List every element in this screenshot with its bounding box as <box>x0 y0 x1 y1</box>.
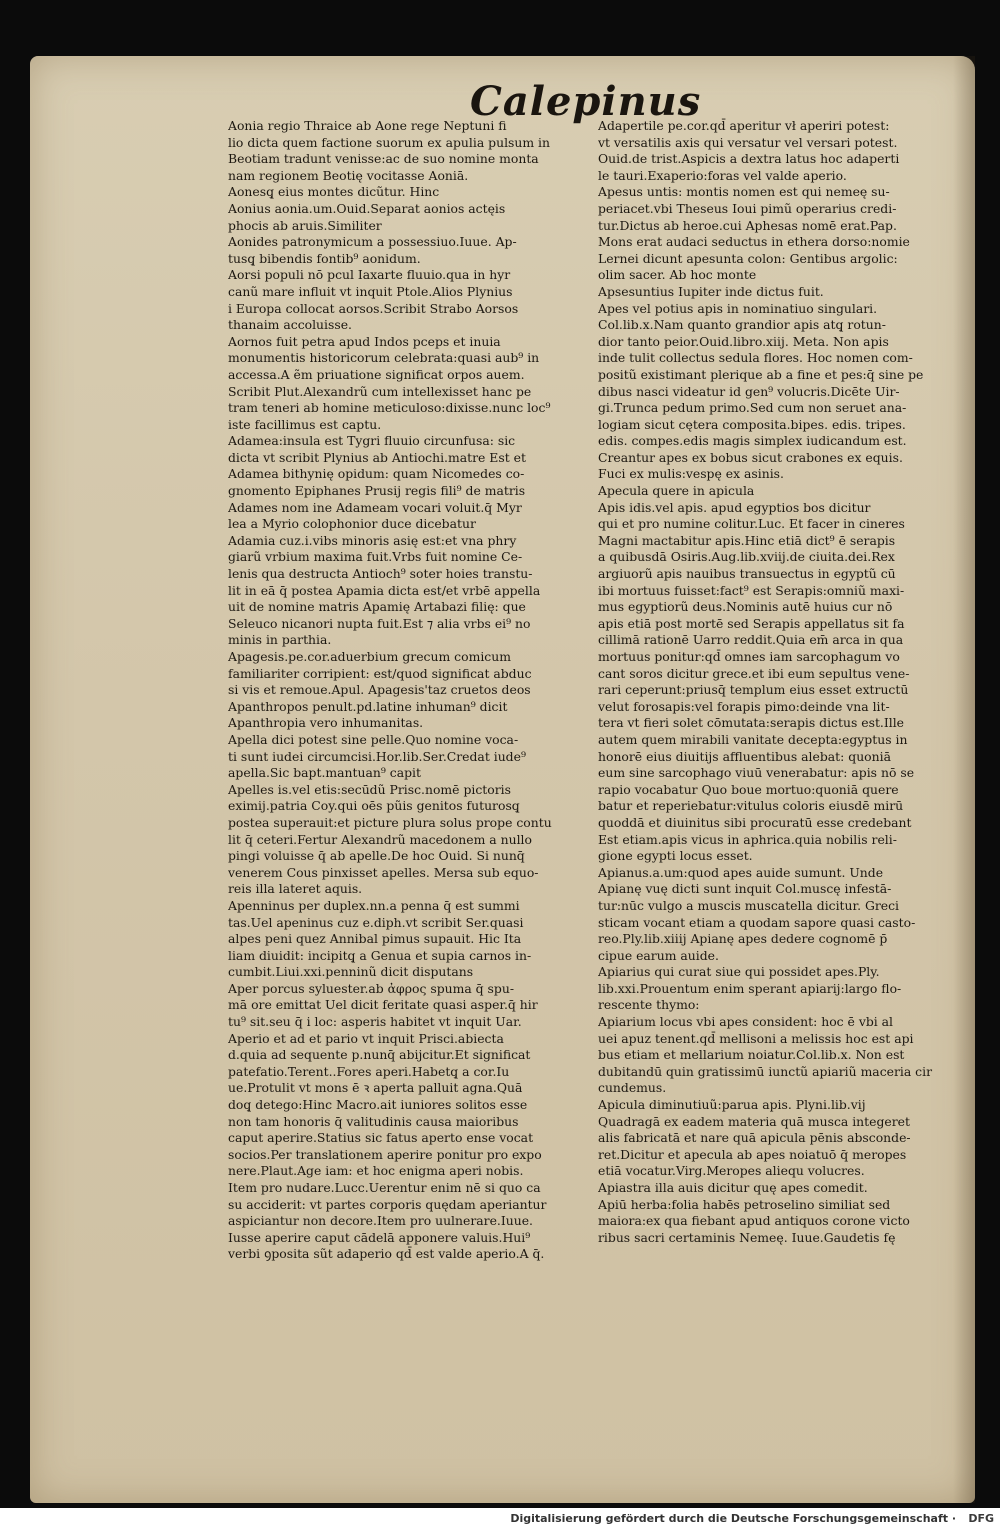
text-line: Apiarium locus vbi apes consident: hoc ē vbi al <box>598 1014 894 1030</box>
text-line: Aper porcus syluester.ab ἀφρος spuma q̄ spu- <box>228 980 515 996</box>
text-line: honorē eius diuitijs affluentibus alebat: quoniā <box>598 748 891 764</box>
text-line: tur:nūc vulgo a muscis muscatella dicitur. Greci <box>598 897 900 913</box>
text-line: sticam vocant etiam a quodam sapore quasi casto- <box>598 914 916 930</box>
text-line: uit de nomine matris Apamię Artabazi filię: que <box>228 599 526 615</box>
text-line: eximij.patria Coy.qui oēs pũis genitos futurosq̧ <box>228 798 520 814</box>
text-line: lea a Myrio colophonior duce dicebatur <box>228 516 476 532</box>
text-line: dicta vt scribit Plynius ab Antiochi.matre Est et <box>228 449 526 465</box>
text-line: Apiū herba:folia habēs petroselino similiat sed <box>598 1196 891 1212</box>
text-line: tas.Uel apeninus cuz e.diph.vt scribit Ser.quasi <box>228 914 524 930</box>
text-line: mortuus ponitur:qd̄ omnes iam sarcophagum vo <box>598 649 900 664</box>
text-line: reis illa lateret aquis. <box>228 881 363 897</box>
text-line: postea superauit:et picture plura solus prope contu <box>228 814 552 830</box>
text-line: Col.lib.x.Nam quanto grandior apis atq̧ rotun- <box>598 317 886 333</box>
text-line: inde tulit collectus sedula flores. Hoc nomen com- <box>598 350 913 366</box>
text-line: Apanthropia vero inhumanitas. <box>228 715 424 731</box>
text-line: gi.Trunca pedum primo.Sed cum non seruet ana- <box>598 400 907 416</box>
text-line: gnomento Epiphanes Prusij regis fili⁹ de matris <box>228 483 526 499</box>
text-line: Mons erat audaci seductus in ethera dorso:nomie <box>598 234 910 250</box>
text-line: su acciderit: vt partes corporis quędam aperiantur <box>228 1196 547 1212</box>
text-line: Adamea bithynię opidum: quam Nicomedes co- <box>228 466 525 482</box>
text-line: tu⁹ sit.seu q̄ i loc: asperis habitet vt inquit Uar. <box>228 1014 522 1030</box>
text-line: mā ore emittat Uel dicit feritate quasi asper.q̄ hir <box>228 997 538 1013</box>
text-line: alis fabricatā et nare quā apicula pēnis absconde- <box>598 1130 911 1146</box>
text-line: Ouid.de trist.Aspicis a dextra latus hoc adaperti <box>598 151 900 167</box>
text-line: Creantur apes ex bobus sicut crabones ex equis. <box>598 449 903 465</box>
text-line: velut forosapis:vel forapis pimo:deinde vna lit- <box>598 698 890 714</box>
text-line: etiā vocatur.Virg.Meropes aliequ volucres. <box>598 1163 865 1179</box>
text-line: aspiciantur non decore.Item pro uulnerare.Iuue. <box>228 1213 533 1229</box>
text-line: tram teneri ab homine meticuloso:dixisse.nunc loc⁹ <box>228 400 551 416</box>
text-line: a quibusdā Osiris.Aug.lib.xviij.de ciuita.dei.Rex <box>598 549 895 565</box>
text-line: positũ existimant plerique ab a fine et pes:q̄ sine pe <box>598 366 924 382</box>
text-line: cillimā rationē Uarro reddit.Quia em̄ arca in qua <box>598 632 904 648</box>
text-line: Apelles is.vel etis:secūdũ Prisc.nomē pictoris <box>228 781 511 797</box>
text-line: pingi voluisse q̄ ab apelle.De hoc Ouid. Si nunq̄ <box>228 848 525 864</box>
footer-bar <box>0 1508 1000 1531</box>
text-line: olim sacer. Ab hoc monte <box>598 267 757 283</box>
text-line: liam diuidit: incipitq̧ a Genua et supia carnos in- <box>228 947 532 963</box>
text-line: ribus sacri certaminis Nemeę. Iuue.Gaudetis fę <box>598 1229 896 1245</box>
text-line: accessa.A ẽm priuatione significat orpos auem. <box>228 366 525 382</box>
text-line: mus egyptiorũ deus.Nominis autē huius cur nō <box>598 599 893 615</box>
text-line: si vis et remoue.Apul. Apagesis'taz cruetos deos <box>228 682 531 698</box>
text-line: maiora:ex qua fiebant apud antiquos corone victo <box>598 1213 910 1229</box>
text-line: Apiarius qui curat siue qui possidet apes.Ply. <box>598 964 880 980</box>
text-line: cant soros dicitur grece.et ibi eum sepultus vene- <box>598 665 910 681</box>
footer-credit: Digitalisierung gefördert durch die Deutsche Forschungsgemeinschaft · <box>510 1512 956 1525</box>
text-line: Apanthropos penult.pd.latine inhuman⁹ dicit <box>228 698 508 714</box>
text-line: ti sunt iudei circumcisi.Hor.lib.Ser.Credat iude⁹ <box>228 748 526 764</box>
text-line: tusq̧ bibendis fontib⁹ aonidum. <box>228 250 421 266</box>
text-line: non tam honoris q̄ valitudinis causa maioribus <box>228 1113 519 1129</box>
text-line: d.quia ad sequente p.nunq̄ abijcitur.Et significat <box>228 1047 531 1063</box>
text-line: Est etiam.apis vicus in aphrica.quia nobilis reli- <box>598 831 897 847</box>
text-line: logiam sicut cętera composita.bipes. edis. tripes. <box>598 416 906 432</box>
text-line: Apsesuntius Iupiter inde dictus fuit. <box>598 283 824 299</box>
text-line: iste facillimus est captu. <box>228 416 382 432</box>
text-line: Seleuco nicanori nupta fuit.Est ⁊ alia vrbs ei⁹ no <box>228 615 531 631</box>
text-line: Aonides patronymicum a possessiuo.Iuue. Ap- <box>228 234 517 250</box>
text-line: periacet.vbi Theseus Ioui pimũ operarius credi- <box>598 200 897 216</box>
text-line: ret.Dicitur et apecula ab apes noiatuō q̄ meropes <box>598 1146 907 1162</box>
text-line: Beotiam tradunt venisse:ac de suo nomine monta <box>228 151 539 167</box>
text-line: Adamia cuz.i.vibs minoris asię est:et vna phry <box>228 532 517 548</box>
text-line: ibi mortuus fuisset:fact⁹ est Serapis:omniũ maxi- <box>598 582 905 598</box>
text-line: alpes peni quez Annibal pimus supauit. Hic Ita <box>228 931 522 947</box>
text-line: phocis ab aruis.Similiter <box>228 217 382 233</box>
text-line: Aornos fuit petra apud Indos pceps et inuia <box>228 333 501 349</box>
text-line: batur et reperiebatur:vitulus coloris eiusdē mirū <box>598 798 904 814</box>
text-line: familiariter corripient: est/quod significat abduc <box>228 665 532 681</box>
text-line: lit in eā q̄ postea Apamia dicta est/et vrbē appella <box>228 582 541 598</box>
text-line: Apianę vuę dicti sunt inquit Col.muscę infestā- <box>598 881 892 897</box>
text-line: argiuorũ apis nauibus transuectus in egyptũ cū <box>598 566 896 582</box>
text-line: minis in parthia. <box>228 632 332 648</box>
text-line: dibus nasci videatur id gen⁹ volucris.Dicēte Uir- <box>598 383 900 399</box>
text-line: Apenninus per duplex.nn.a penna q̄ est summi <box>228 897 520 913</box>
text-line: dior tanto peior.Ouid.libro.xiij. Meta. Non apis <box>598 333 889 349</box>
text-line: canũ mare influit vt inquit Ptole.Alios Plynius <box>228 283 513 299</box>
text-line: lib.xxi.Prouentum enim sperant apiarij:largo flo- <box>598 980 902 996</box>
text-line: autem quem mirabili vanitate decepta:egyptus in <box>598 731 908 747</box>
text-line: Apiastra illa auis dicitur quę apes comedit. <box>598 1180 868 1195</box>
left-text-column <box>228 118 588 1263</box>
text-line: Item pro nudare.Lucc.Uerentur enim nē si quo ca <box>228 1180 541 1195</box>
text-line: lio dicta quem factione suorum ex apulia pulsum in <box>228 134 551 150</box>
text-line: tur.Dictus ab heroe.cui Aphesas nomē erat.Pap. <box>598 217 897 233</box>
text-line: monumentis historicorum celebrata:quasi aub⁹ in <box>228 350 540 366</box>
text-line: Quadragā ex eadem materia quā musca integeret <box>598 1113 910 1129</box>
text-line: rescente thymo: <box>598 997 700 1013</box>
text-line: Apesus untis: montis nomen est qui nemeę su- <box>598 184 890 200</box>
text-line: rapio vocabatur Quo boue mortuo:quoniā quere <box>598 781 899 797</box>
text-line: Aorsi populi nō pcul Iaxarte fluuio.qua in hyr <box>228 267 511 283</box>
text-line: Adamea:insula est Tygri fluuio circunfusa: sic <box>228 433 516 449</box>
text-line: socios.Per translationem aperire ponitur pro expo <box>228 1146 542 1162</box>
text-line: Aonesq̧ eius montes dicũtur. Hinc <box>228 184 440 200</box>
text-line: Apes vel potius apis in nominatiuo singulari. <box>598 300 878 316</box>
text-line: dubitandū quin gratissimū iunctũ apiariũ maceria cir <box>598 1063 933 1079</box>
text-line: lit q̄ ceteri.Fertur Alexandrũ macedonem a nullo <box>228 831 532 847</box>
text-line: cumbit.Liui.xxi.penninũ dicit disputans <box>228 964 474 980</box>
text-line: i Europa collocat aorsos.Scribit Strabo Aorsos <box>228 300 519 316</box>
text-line: qui et pro numine colitur.Luc. Et facer in cineres <box>598 516 905 532</box>
text-line: caput aperire.Statius sic fatus aperto ense vocat <box>228 1130 534 1146</box>
text-line: reo.Ply.lib.xiiij Apianę apes dedere cognomē p̄ <box>598 931 888 947</box>
text-line: uei apuz tenent.qd̄ mellisoni a melissis hoc est api <box>598 1030 914 1046</box>
text-line: rari ceperunt:priusq̄ templum eius esset extructū <box>598 682 909 698</box>
text-line: doq̧ detego:Hinc Macro.ait iuniores solitos esse <box>228 1097 528 1113</box>
text-line: Fuci ex mulis:vespę ex asinis. <box>598 466 784 482</box>
page-title: Calepinus <box>470 78 702 125</box>
text-line: quoddā et diuinitus sibi procuratū esse credebant <box>598 814 912 830</box>
text-line: thanaim accoluisse. <box>228 317 352 333</box>
text-line: venerem Cous pinxisset apelles. Mersa sub equo- <box>228 864 539 880</box>
text-line: nam regionem Beotię vocitasse Aoniā. <box>228 167 469 183</box>
dfg-logo-icon: DFG <box>968 1512 994 1525</box>
text-line: ue.Protulit vt mons ē ꝛ aperta palluit agna.Quā <box>228 1080 523 1096</box>
text-line: Apecula quere in apicula <box>598 483 755 499</box>
text-line: le tauri.Exaperio:foras vel valde aperio. <box>598 167 847 183</box>
text-line: apella.Sic bapt.mantuan⁹ capit <box>228 765 421 781</box>
text-line: tera vt fieri solet cōmutata:serapis dictus est.Ille <box>598 715 905 731</box>
text-line: patefatio.Terent..Fores aperi.Habetq̧ a cor.Iu <box>228 1063 510 1079</box>
text-line: Apianus.a.um:quod apes auide sumunt. Unde <box>598 864 884 880</box>
text-line: Aperio et ad et pario vt inquit Prisci.abiecta <box>228 1030 504 1046</box>
text-line: Aonia regio Thraice ab Aone rege Neptuni fi <box>228 118 507 133</box>
text-line: verbi ꝯposita sũt adaperio qd̄ est valde aperio.A q̄. <box>228 1246 545 1262</box>
text-line: Apagesis.pe.cor.aduerbium grecum comicum <box>228 649 511 664</box>
text-line: Apicula diminutiuũ:parua apis. Plyni.lib.vij <box>598 1097 866 1113</box>
text-line: nere.Plaut.Age iam: et hoc enigma aperi nobis. <box>228 1163 524 1179</box>
right-text-column <box>598 118 966 1246</box>
text-line: apis etiā post mortē sed Serapis appellatus sit fa <box>598 615 905 631</box>
text-line: Aonius aonia.um.Ouid.Separat aonios actęis <box>228 200 506 216</box>
text-line: cipue earum auide. <box>598 947 719 963</box>
text-line: eum sine sarcophago viuū venerabatur: apis nō se <box>598 765 915 781</box>
text-line: Iusse aperire caput cādelā apponere valuis.Hui⁹ <box>228 1229 531 1245</box>
text-line: vt versatilis axis qui versatur vel versari potest. <box>598 134 898 150</box>
text-line: Adames nom ine Adameam vocari voluit.q̄ Myr <box>228 499 522 515</box>
text-line: edis. compes.edis magis simplex iudicandum est. <box>598 433 907 449</box>
text-line: Adapertile pe.cor.qd̄ aperitur vł aperiri potest: <box>598 118 890 133</box>
text-line: Apis idis.vel apis. apud egyptios bos dicitur <box>598 499 871 515</box>
text-line: gione egypti locus esset. <box>598 848 753 864</box>
text-line: Magni mactabitur apis.Hinc etiā dict⁹ ē serapis <box>598 532 896 548</box>
text-line: bus etiam et mellarium noiatur.Col.lib.x. Non est <box>598 1047 905 1063</box>
text-line: Lernei dicunt apesunta colon: Gentibus argolic: <box>598 250 898 266</box>
text-line: cundemus. <box>598 1080 667 1096</box>
text-line: Scribit Plut.Alexandrũ cum intellexisset hanc pe <box>228 383 532 399</box>
text-line: giarũ vrbium maxima fuit.Vrbs fuit nomine Ce- <box>228 549 523 565</box>
text-line: Apella dici potest sine pelle.Quo nomine voca- <box>228 731 519 747</box>
text-line: lenis qua destructa Antioch⁹ soter hoies transtu- <box>228 566 533 582</box>
